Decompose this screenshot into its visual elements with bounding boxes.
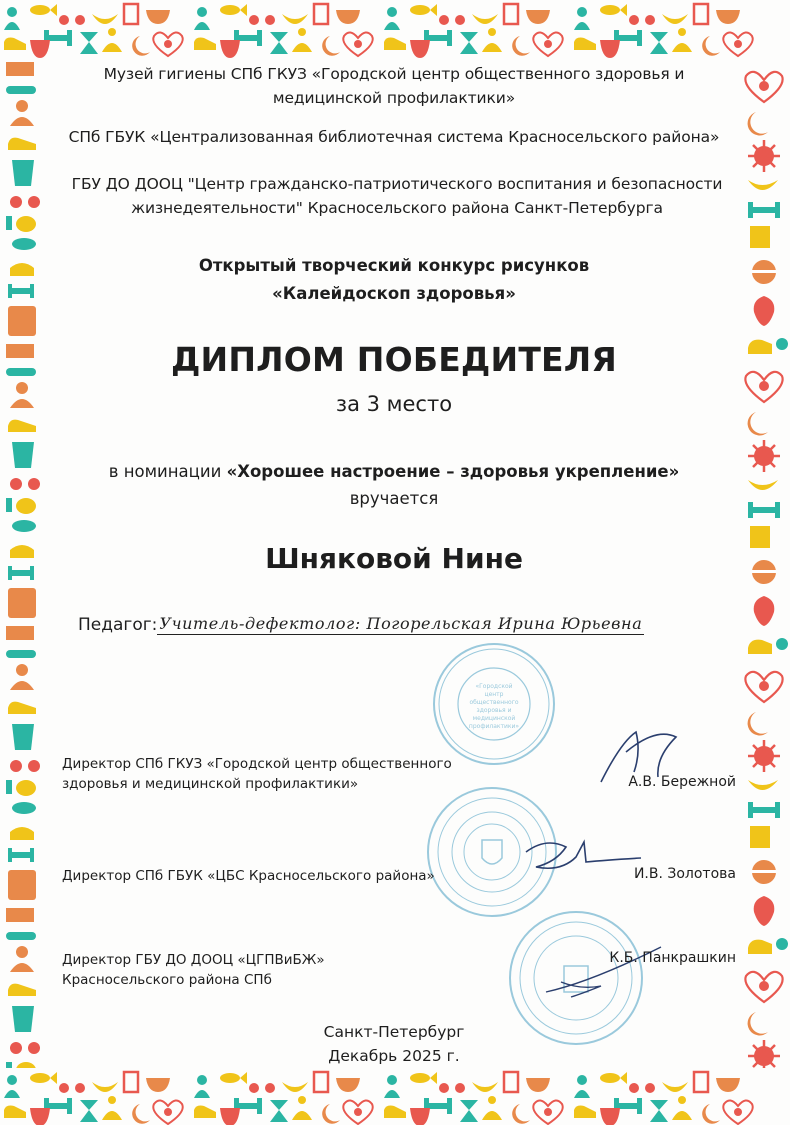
organizer-2-line1: СПб ГБУК «Централизованная библиотечная система Красносельского района» bbox=[68, 128, 720, 146]
diploma-title: ДИПЛОМ ПОБЕДИТЕЛЯ bbox=[170, 340, 618, 379]
teacher-row bbox=[78, 614, 738, 644]
organizer-3-line2: жизнедеятельности" Красносельского района Санкт-Петербурга bbox=[131, 199, 663, 217]
nomination-prefix: в номинации bbox=[108, 462, 227, 481]
health-icons-pattern-icon bbox=[0, 0, 790, 62]
signatory-3-title bbox=[62, 950, 325, 990]
award-place: за 3 место bbox=[335, 392, 453, 416]
svg-text:«Городской: «Городской bbox=[475, 683, 513, 690]
health-icons-column-icon bbox=[0, 62, 46, 1068]
signatory-2-name: И.В. Золотова bbox=[633, 866, 736, 882]
organizer-1 bbox=[46, 62, 742, 110]
signatory-3-title-line2: Красносельского района СПб bbox=[62, 972, 272, 988]
signatory-1-title-line2: здоровья и медицинской профилактики» bbox=[62, 776, 359, 792]
teacher-value: Учитель-дефектолог: Погорельская Ирина Юрьевна bbox=[159, 614, 643, 633]
signatory-3-title-line1: Директор ГБУ ДО ДООЦ «ЦГПВиБЖ» bbox=[62, 952, 325, 968]
signatory-2-title-line1: Директор СПб ГБУК «ЦБС Красносельского района» bbox=[62, 868, 435, 884]
organizer-1-line1: Музей гигиены СПб ГКУЗ «Городской центр общественного здоровья и bbox=[103, 65, 685, 83]
nomination-suffix: вручается bbox=[349, 489, 439, 508]
decorative-border-bottom bbox=[0, 1068, 790, 1125]
health-icons-pattern-icon bbox=[0, 1068, 790, 1125]
stamp-health-committee bbox=[432, 642, 556, 766]
svg-text:общественного: общественного bbox=[469, 699, 519, 706]
svg-text:здоровья и: здоровья и bbox=[476, 707, 512, 714]
signatory-1-title-line1: Директор СПб ГКУЗ «Городской центр общественного bbox=[62, 756, 452, 772]
organizer-3 bbox=[42, 172, 752, 220]
footer-date: Декабрь 2025 г. bbox=[328, 1047, 460, 1065]
footer bbox=[46, 1020, 742, 1068]
winner-name: Шняковой Нине bbox=[265, 542, 523, 575]
svg-text:медицинской: медицинской bbox=[472, 715, 516, 722]
svg-text:профилактики»: профилактики» bbox=[468, 723, 520, 730]
nomination-name: «Хорошее настроение – здоровья укрепление» bbox=[226, 462, 680, 481]
organizer-1-line2: медицинской профилактики» bbox=[272, 89, 516, 107]
nomination-line bbox=[46, 462, 742, 481]
footer-city: Санкт-Петербург bbox=[323, 1023, 465, 1041]
signatory-2-title bbox=[62, 866, 435, 886]
contest-line2: «Калейдоскоп здоровья» bbox=[272, 284, 516, 303]
organizer-3-line1: ГБУ ДО ДООЦ "Центр гражданско-патриотического воспитания и безопасности bbox=[71, 175, 723, 193]
signatory-1-name: А.В. Бережной bbox=[628, 774, 736, 790]
teacher-label: Педагог: bbox=[78, 615, 158, 635]
round-seal-icon bbox=[432, 642, 556, 766]
organizer-2 bbox=[36, 125, 752, 149]
signatory-1-title bbox=[62, 754, 452, 794]
contest-title bbox=[46, 252, 742, 308]
signature-zolotova-icon bbox=[516, 832, 646, 882]
signatory-3-name: К.Б. Панкрашкин bbox=[609, 950, 736, 966]
contest-line1: Открытый творческий конкурс рисунков bbox=[198, 256, 590, 275]
diploma-sheet bbox=[46, 62, 742, 1068]
decorative-border-top bbox=[0, 0, 790, 62]
decorative-border-left bbox=[0, 62, 46, 1068]
svg-text:центр: центр bbox=[484, 691, 504, 698]
